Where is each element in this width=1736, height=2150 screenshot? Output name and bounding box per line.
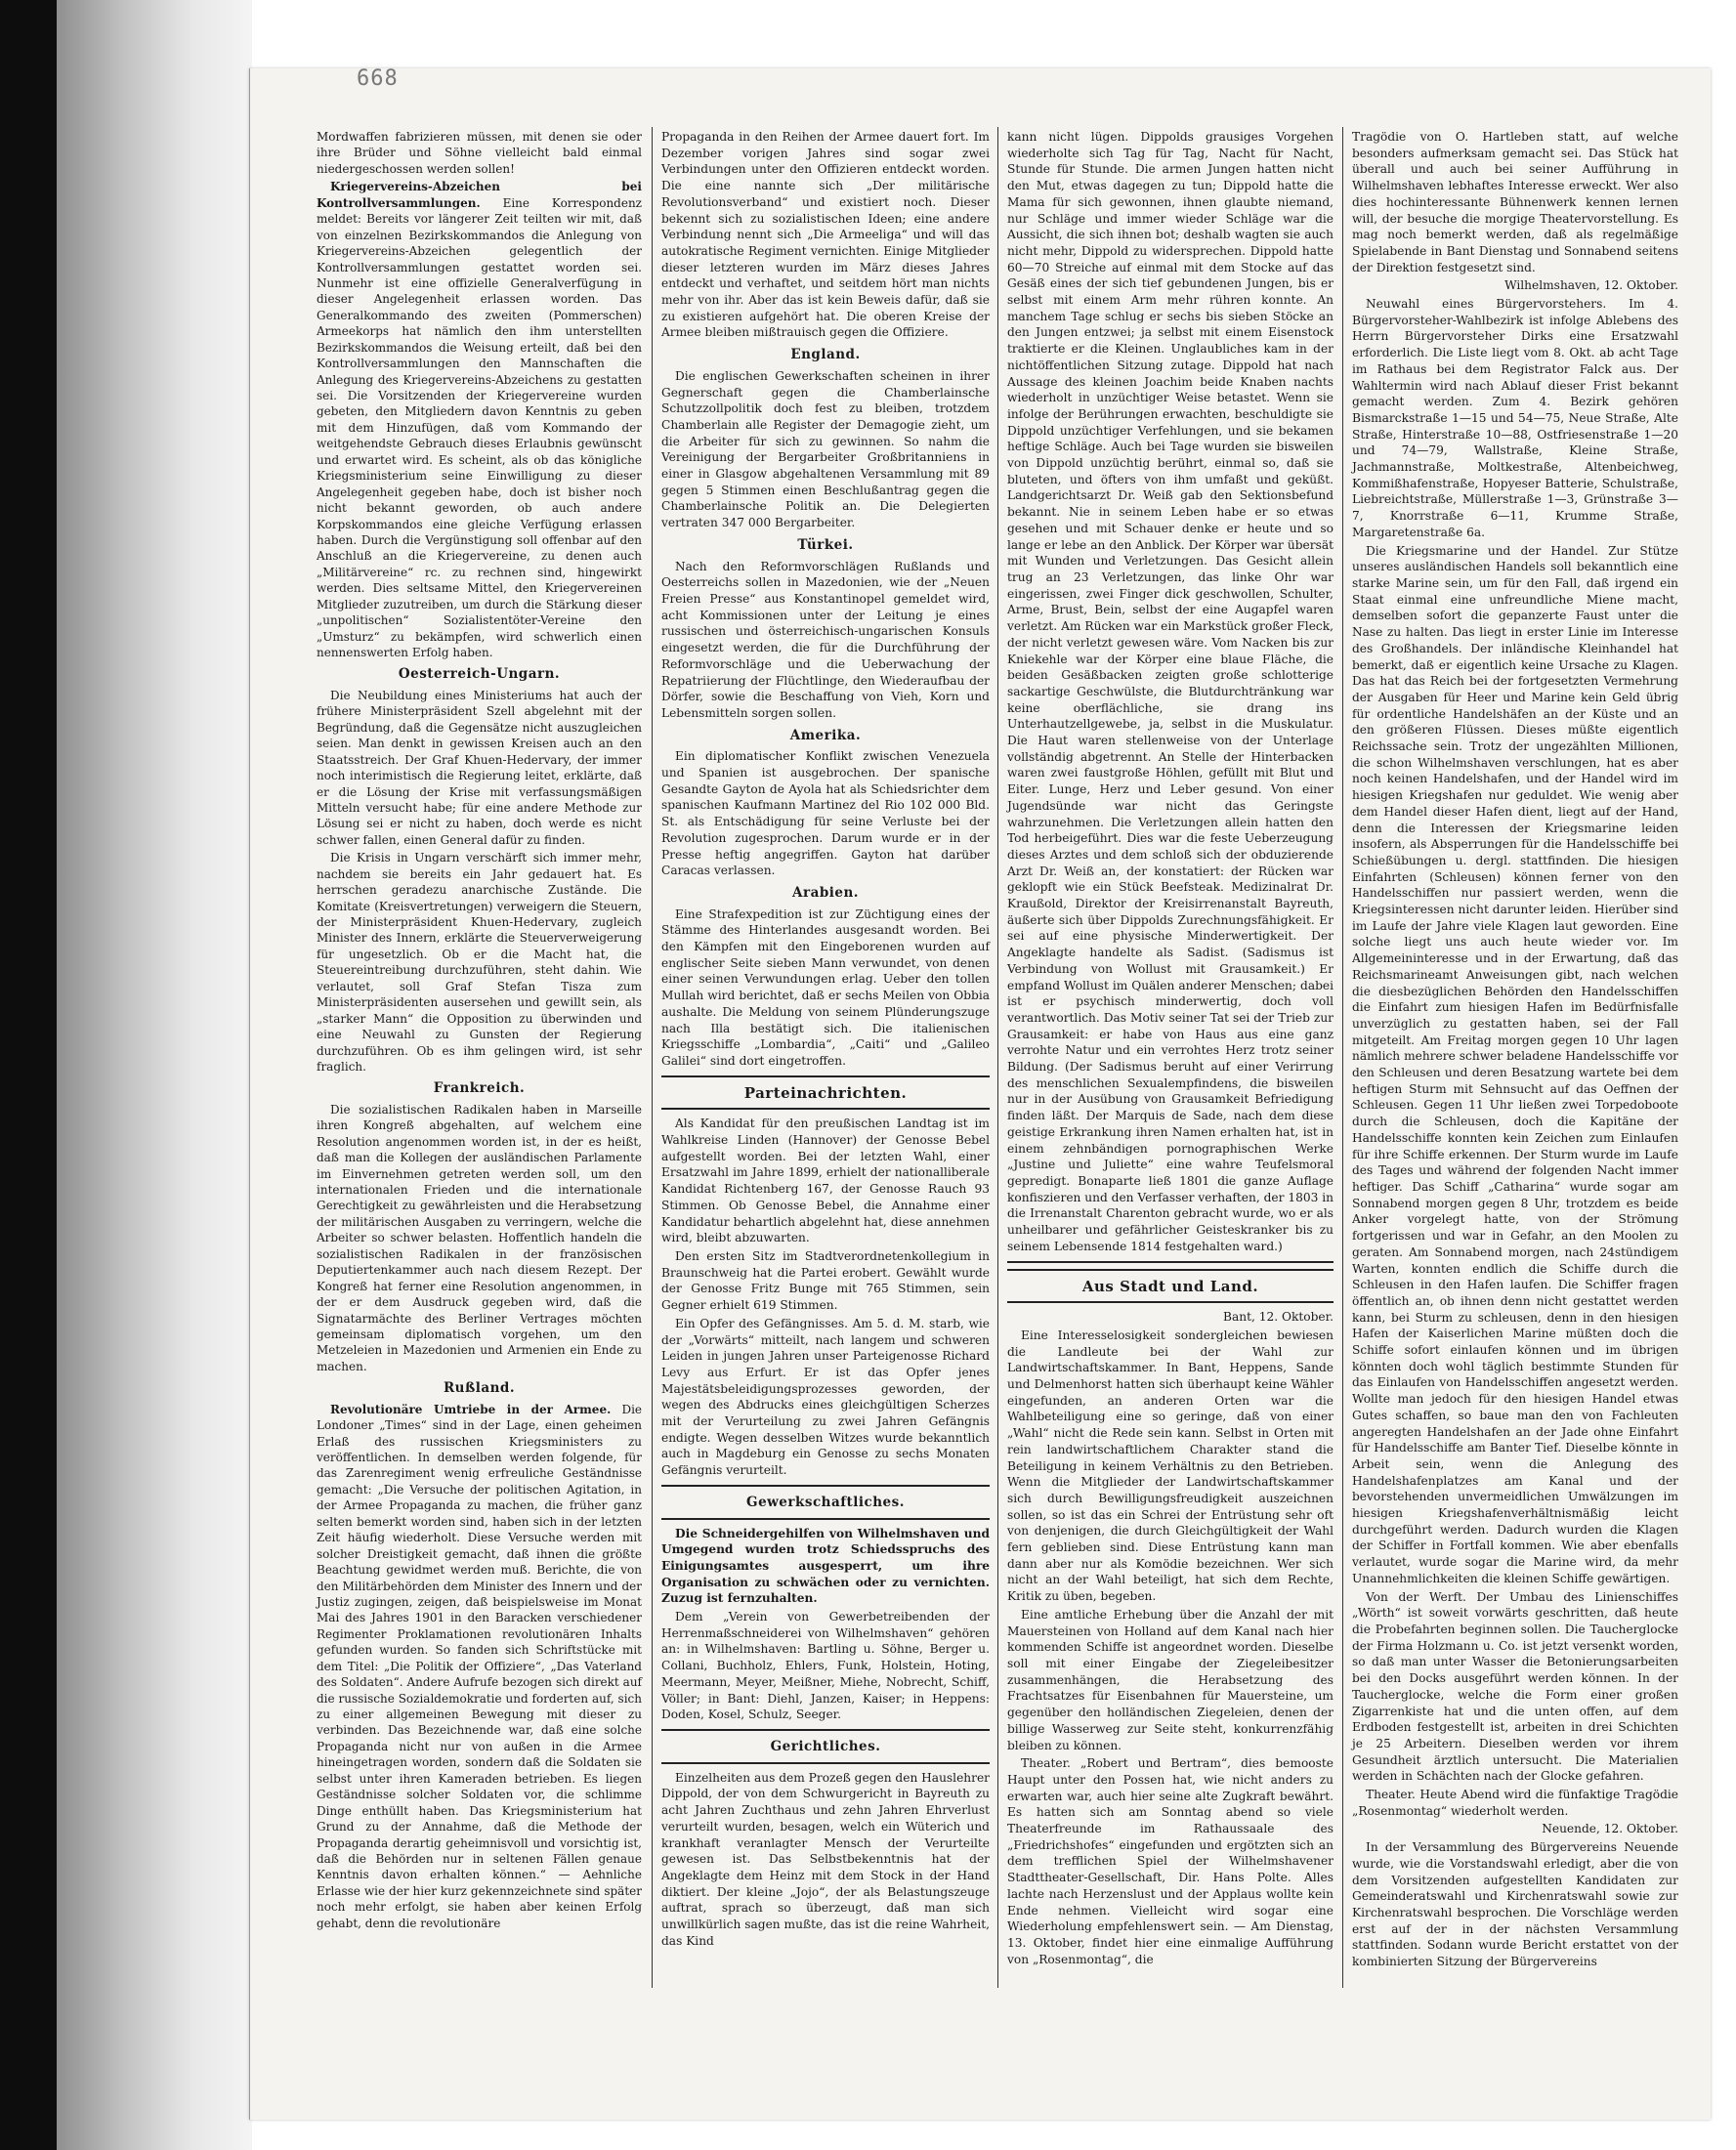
article-text: Eine Korrespondenz meldet: Bereits vor längerer Zeit teilten wir mit, daß von einzelnen Bezirkskommandos die Anlegung von Kriegervereins-Abzeichen gelegentlich der Kontrollversammlungen gestattet worden sei. Nunmehr ist eine offizielle Generalverfügung in dieser Angelegenheit erlassen worden. Das Generalkommando des zweiten (Pommerschen) Armeekorps hat nämlich den ihm unterstellten Bezirkskommandos die Weisung erteilt, daß bei den Kontrollversammlungen den Mannschaften die Anlegung des Kriegervereins-Abzeichens zu gestatten sei. Die Vorsitzenden der Kriegervereine wurden gebeten, den Mitgliedern davon Kenntnis zu geben mit dem Hinzufügen, daß vom Kommando der weitgehendste Gebrauch dieses Erlaubnis gewünscht und erwartet wird. Es scheint, als ob das königliche Kriegsministerium seine Einwilligung zu dieser Angelegenheit gegeben habe, doch ist bisher noch nicht bekannt geworden, ob auch andere Korpskommandos eine gleiche Verfügung erlassen haben. Durch die Vergünstigung soll offenbar auf den Anschluß an die Kriegervereine, zu denen auch „Militärvereine“ rc. zu rechnen sind, hingewirkt werden. Dies seltsame Mittel, den Kriegervereinen Mitglieder zuzutreiben, um durch die Stärkung dieser „unpolitischen“ Sozialistentöter-Vereine den „Umsturz“ zu bekämpfen, wird schwerlich einen nennenswerten Erfolg haben.	[317, 195, 642, 659]
article-paragraph: Die sozialistischen Radikalen haben in Marseille ihren Kongreß abgehalten, auf welchem eine Resolution angenommen worden ist, in der es heißt, daß man die Kollegen der ausländischen Parlamente im Einvernehmen getreten werden soll, um den internationalen Frieden und die internationale Gerechtigkeit zu gewährleisten und die Herabsetzung der militärischen Ausgaben zu verringern, welche die Arbeiter so schwer belasten. Hoffentlich handeln die sozialistischen Radikalen in der französischen Deputiertenkammer auch nach diesem Rezept. Der Kongreß hat ferner eine Resolution angenommen, in der er dem Ausdruck gegeben wird, daß die Signatarmächte des Berliner Vertrages möchten gemeinsam diplomatisch vorgehen, um den Metzeleien in Mazedonien und Armenien ein Ende zu machen.	[317, 1102, 642, 1373]
article-paragraph: Die Neubildung eines Ministeriums hat auch der frühere Ministerpräsident Szell abgelehnt mit der Begründung, daß die Gegensätze nicht auszugleichen seien. Man denkt in gewissen Kreisen auch an den Staatsstreich. Der Graf Khuen-Hedervary, der immer noch interimistisch die Regierung leitet, erklärte, daß er die Lösung der Krise mit verfassungsmäßigen Mitteln versucht habe; für eine andere Methode zur Lösung sei er nicht zu haben, doch werde es nicht schwer fallen, einen General dafür zu finden.	[317, 688, 642, 847]
article-paragraph: Ein diplomatischer Konflikt zwischen Venezuela und Spanien ist ausgebrochen. Der spanische Gesandte Gayton de Ayola hat als Schiedsrichter dem spanischen Kaufmann Martinez del Rio 102 000 Bld. St. als Entschädigung für seine Verluste bei der Revolution zugesprochen. Darum wurde er in der Presse heftig angegriffen. Gayton hat darüber Caracas verlassen.	[661, 749, 990, 878]
section-heading: Oesterreich-Ungarn.	[398, 666, 561, 683]
article-paragraph: Von der Werft. Der Umbau des Linienschiffes „Wörth“ ist soweit vorwärts geschritten, daß heute die Probefahrten beginnen sollen. Die Taucherglocke der Firma Holzmann u. Co. ist jetzt versenkt worden, so daß man unter Wasser die Betonierungsarbeiten bei den Docks ausgeführt werden können. In der Taucherglocke, welche die Form einer großen Zigarrenkiste hat und die unten offen, auf dem Erdboden festgestellt ist, arbeiten in drei Schichten je 25 Arbeitern. Dieselben werden vor ihrem Gesundheit ärztlich untersucht. Die Materialien werden in Schächten nach der Glocke gefahren.	[1352, 1589, 1678, 1784]
article-paragraph: Die Krisis in Ungarn verschärft sich immer mehr, nachdem sie bereits ein Jahr gedauert hat. Es herrschen geradezu anarchische Zustände. Die Komitate (Kreisvertretungen) verweigern die Steuern, der Ministerpräsident Khuen-Hedervary, zugleich Minister des Innern, erklärte die Steuerverweigerung für ungesetzlich. Ob er die Macht hat, die Steuereintreibung durchzuführen, steht dahin. Wie verlautet, soll Graf Stefan Tisza zum Ministerpräsidenten ausersehen und gewillt sein, als „starker Mann“ die Opposition zu überwinden und eine Neuwahl zu Gunsten der Regierung durchzuführen. Ob es ihm gelingen wird, ist sehr fraglich.	[317, 851, 642, 1074]
article-paragraph: Dem „Verein von Gewerbetreibenden der Herrenmaßschneiderei von Wilhelmshaven“ gehören an: in Wilhelmshaven: Bartling u. Söhne, Berger u. Collani, Buchholz, Ehlers, Funk, Holstein, Hoting, Meermann, Meyer, Meißner, Miehe, Nobrecht, Schiff, Völler; in Bant: Diehl, Janzen, Kaiser; in Heppens: Doden, Kosel, Schulz, Seeger.	[661, 1610, 990, 1722]
article-paragraph: Eine amtliche Erhebung über die Anzahl der mit Mauersteinen von Holland auf dem Kanal nach hier kommenden Schiffe ist angeordnet worden. Dieselbe soll mit einer Eingabe der Ziegeleibesitzer zusammenhängen, die Herabsetzung des Frachtsatzes für Eisenbahnen für Mauersteine, um gegenüber den holländischen Ziegeleien, denen der billige Wasserweg zur Seite steht, konkurrenzfähig bleiben zu können.	[1007, 1607, 1334, 1752]
article-paragraph: Als Kandidat für den preußischen Landtag ist im Wahlkreise Linden (Hannover) der Genosse Bebel aufgestellt worden. Bei der letzten Wahl, einer Ersatzwahl im Jahre 1899, erhielt der nationalliberale Kandidat Richtenberg 167, der Genosse Rauch 93 Stimmen. Ob Genosse Bebel, die Annahme einer Kandidatur behartlich abgelehnt hat, diese annehmen wird, bleibt abzuwarten.	[661, 1117, 990, 1245]
section-heading: Frankreich.	[433, 1080, 526, 1097]
article-paragraph: Die Kriegsmarine und der Handel. Zur Stütze unseres ausländischen Handels soll bekanntlich eine starke Marine sein, um für den Fall, daß irgend ein Staat einmal eine unfreundliche Miene macht, demselben sofort die gepanzerte Faust unter die Nase zu halten. Das liegt in erster Linie im Interesse des Großhandels. Der inländische Kleinhandel hat bemerkt, daß er eigentlich keine Ursache zu Klagen. Das hat das Reich bei der fortgesetzten Vermehrung der Ausgaben für Heer und Marine kein Geld übrig für ordentliche Handelshäfen an der Küste und an den größeren Flüssen. Dieses müßte eigentlich Reichssache sein. Trotz der ungezählten Millionen, die schon Wilhelmshaven verschlungen, hat es aber noch keinen Handelshafen, und der Handel wird im hiesigen Kriegshafen nur geduldet. Wie wenig aber dem Handel dieser Hafen dient, liegt auf der Hand, denn die Interessen der Kriegsmarine leiden insofern, als Absperrungen für die Handelsschiffe bei Schießübungen u. dergl. stattfinden. Die hiesigen Einfahrten (Schleusen) können ferner von den Handelsschiffen nur passiert werden, wenn die Kriegsinteressen nicht darunter leiden. Hierüber sind im Laufe der Jahre viele Klagen laut geworden. Eine solche liegt uns auch heute wieder vor. Im Allgemeininteresse und in der Erwartung, daß das Reichsmarineamt Anweisungen gibt, nach welchen die diesbezüglichen Behörden den Handelsschiffen die Einfahrt zum hiesigen Hafen im Bedürfnisfalle unverzüglich zu gestatten haben, sei der Fall mitgeteilt. Am Freitag morgen gegen 10 Uhr lagen nämlich mehrere schwer beladene Handelsschiffe vor den Schleusen und deren Besatzung wartete bei dem heftigen Sturm mit Sehnsucht auf das Oeffnen der Schleusen. Gegen 11 Uhr ließen zwei Torpedoboote durch die Schleusen, doch die Kapitäne der Handelsschiffe konnten kein Zeichen zum Einlaufen für ihre Schiffe erkennen. Der Sturm wurde im Laufe des Tages und während der folgenden Nacht immer heftiger. Das Schiff „Catharina“ wurde sogar am Sonnabend morgen gegen 8 Uhr, trotzdem es beide Anker vorgelegt hatte, von der Strömung fortgerissen und war in Gefahr, an den Moolen zu geraten. Am Sonnabend morgen, nach 24stündigem Warten, konnten endlich die Schiffe durch die Schleusen in den Hafen laufen. Die Schiffer fragen öffentlich an, ob ihnen denn nicht gestattet werden kann, bei Sturm zu schleusen, denn in den hiesigen Hafen der Kaiserlichen Marine müßten doch die Schiffe sofort einlaufen können und im übrigen könnten doch wohl täglich bestimmte Stunden für das Einlaufen von Handelsschiffen angesetzt werden. Wollte man jedoch für den hiesigen Handel etwas Gutes schaffen, so baue man den von Fachleuten angeregten Handelshafen an der Jade ohne Einfahrt für Handelsschiffe am Banter Tief. Dieselbe könnte in Arbeit sein, wenn die Anlegung des Handelshafenplatzes am Kanal und der bevorstehenden unvermeidlichen Umwälzungen im hiesigen Kriegshafenverhältnismäßig leicht durchgeführt werden. Dadurch wurden die Klagen der Schiffer in Fortfall kommen. Wie aber ebenfalls verlautet, wurde sogar die Marine wird, da mehr Unannehmlichkeiten die kleinen Schiffe gewärtigen.	[1352, 543, 1678, 1585]
article-paragraph: Einzelheiten aus dem Prozeß gegen den Hauslehrer Dippold, der von dem Schwurgericht in Bayreuth zu acht Jahren Zuchthaus und zehn Jahren Ehrverlust verurteilt wurden, besagen, welch ein Wüterich und krankhaft veranlagter Mensch der Verurteilte gewesen ist. Das Selbstbekenntnis hat der Angeklagte dem Heinz mit dem Stock in der Hand diktiert. Der kleine „Jojo“, der als Belastungszeuge auftrat, sprach so überzeugt, daß man sich unwillkürlich sagen mußte, das ist die reine Wahrheit, das Kind	[661, 1770, 990, 1948]
article-paragraph: In der Versammlung des Bürgervereins Neuende wurde, wie die Vorstandswahl erledigt, aber die von dem Vorsitzenden aufgestellten Kandidaten zur Gemeinderatswahl und Kirchenratswahl sowie zur Kirchenratswahl besprochen. Die Vorschläge werden erst auf der in der nächsten Versammlung stattfinden. Sodann wurde Bericht erstattet von der kombinierten Sitzung der Bürgervereins	[1352, 1840, 1678, 1969]
article-paragraph: Theater. Heute Abend wird die fünfaktige Tragödie „Rosenmontag“ wiederholt werden.	[1352, 1788, 1678, 1818]
article-paragraph: Mordwaffen fabrizieren müssen, mit denen sie oder ihre Brüder und Söhne vielleicht bald einmal niedergeschossen werden sollen!	[317, 130, 642, 176]
section-box	[661, 1729, 990, 1764]
section-heading: England.	[790, 347, 861, 363]
article-lead: Kriegervereins-Abzeichen bei Kontrollversammlungen.	[317, 180, 642, 210]
article-paragraph: Eine Strafexpedition ist zur Züchtigung eines der Stämme des Hinterlandes ausgesandt worden. Bei den Kämpfen mit den Eingeborenen wurden auf englischer Seite sieben Mann verwundet, von denen einer seinen Verwundungen erlag. Ueber den tollen Mullah wird berichtet, daß er sechs Meilen von Obbia aushalte. Die Meldung von seinem Plünderungszuge nach Illa bestätigt sich. Die italienischen Kriegsschiffe „Lombardia“, „Caiti“ und „Galileo Galilei“ sind dort eingetroffen.	[661, 906, 990, 1068]
column-3	[1007, 129, 1334, 1985]
section-box	[1007, 1269, 1334, 1304]
section-heading: Parteinachrichten.	[743, 1083, 908, 1102]
section-heading: Aus Stadt und Land.	[1081, 1277, 1259, 1295]
column-1	[317, 129, 642, 1985]
article-paragraph: Tragödie von O. Hartleben statt, auf welche besonders aufmerksam gemacht sei. Das Stück hat überall und auch bei seiner Aufführung in Wilhelmshaven lebhaftes Interesse erweckt. Wer also dies hochinteressante Bühnenwerk kennen lernen will, der besuche die morgige Theatervorstellung. Es mag noch bemerkt werden, daß als regelmäßige Spielabende in Bant Dienstag und Sonnabend seitens der Direktion festgesetzt sind.	[1352, 130, 1678, 274]
section-heading: Amerika.	[789, 727, 862, 743]
page-number: 668	[357, 66, 399, 91]
divider	[1007, 1261, 1334, 1263]
section-box	[661, 1485, 990, 1520]
section-heading: Rußland.	[443, 1380, 516, 1397]
column-rule	[997, 127, 998, 1988]
article-text: Die Londoner „Times“ sind in der Lage, einen geheimen Erlaß des russischen Kriegsministers zu veröffentlichen. In demselben werden folgende, für das Zarenregiment wenig erfreuliche Geständnisse gemacht: „Die Versuche der politischen Agitation, in der Armee Propaganda zu machen, die früher ganz selten bemerkt worden sind, haben sich in der letzten Zeit häufig wiederholt. Diese Versuche werden mit solcher Dreistigkeit gemacht, daß ihnen die größte Beachtung gewidmet werden muß. Berichte, die von den Militärbehörden dem Minister des Innern und der Justiz zugingen, zeigen, daß beispielsweise im Monat Mai des Jahres 1901 in den Baracken verschiedener Regimenter Proklamationen revolutionären Inhalts gefunden wurden. So fanden sich Schriftstücke mit dem Titel: „Die Politik der Offiziere“, „Das Vaterland des Soldaten“. Andere Aufrufe bezogen sich direkt auf die russische Sozialdemokratie und forderten auf, sich zu einer allgemeinen Bewegung mit dieser zu verbinden. Das Bezeichnende war, daß eine solche Propaganda nicht nur von außen in die Armee hineingetragen worden, sondern daß die Soldaten sie selbst unter ihren Kameraden betrieben. Es liegen Geständnisse solcher Soldaten vor, die schlimme Dinge enthüllt haben. Das Kriegsministerium hat Grund zu der Annahme, daß die Methode der Propaganda derartig geheimnisvoll und vorsichtig ist, daß die Behörden nur in seltenen Fällen genaue Kenntnis davon erhalten können.“ — Aehnliche Erlasse wie der hier kurz gekennzeichnete sind später noch mehr erfolgt, sie haben aber keinen Erfolg gehabt, denn die revolutionäre	[317, 1402, 643, 1930]
article-lead: Revolutionäre Umtriebe in der Armee.	[330, 1402, 612, 1416]
article-paragraph: Die englischen Gewerkschaften scheinen in ihrer Gegnerschaft gegen die Chamberlainsche Schutzzollpolitik doch fest zu bleiben, trotzdem Chamberlain alle Register der Demagogie zieht, um die Arbeiter für sich zu gewinnen. So nahm die Vereinigung der Bergarbeiter Großbritanniens in einer in Glasgow abgehaltenen Versammlung mit 89 gegen 5 Stimmen einen Beschlußantrag gegen die Chamberlainsche Politik an. Die Delegierten vertraten 347 000 Bergarbeiter.	[661, 368, 990, 530]
article-paragraph: Eine Interesselosigkeit sondergleichen bewiesen die Landleute bei der Wahl zur Landwirtschaftskammer. In Bant, Heppens, Sande und Delmenhorst hatten sich überhaupt keine Wähler eingefunden, an anderen Orten war die Wahlbeteiligung eine so geringe, daß von einer „Wahl“ nicht die Rede sein kann. Selbst in Orten mit rein landwirtschaftlichem Charakter stand die Beteiligung in keinem Verhältnis zu den Betrieben. Wenn die Mitglieder der Landwirtschaftskammer sich durch Bewilligungsfreudigkeit auszeichnen sollen, so ist das ein Schrei der Entrüstung sehr oft von denjenigen, die durch Gleichgültigkeit der Wahl fern geblieben sind. Diese Entrüstung kann man dann aber nur als Komödie bezeichnen. Wer sich nicht an der Wahl beteiligt, hat sich dem Rechte, Kritik zu üben, begeben.	[1007, 1328, 1334, 1604]
section-heading: Gerichtliches.	[770, 1738, 881, 1754]
section-heading: Gewerkschaftliches.	[746, 1494, 905, 1510]
column-rule	[1342, 127, 1343, 1988]
article-paragraph	[661, 1526, 990, 1608]
section-heading: Türkei.	[797, 536, 854, 553]
article-paragraph	[317, 179, 642, 660]
article-paragraph: Ein Opfer des Gefängnisses. Am 5. d. M. starb, wie der „Vorwärts“ mitteilt, nach langem und schweren Leiden in jungen Jahren unser Parteigenosse Richard Levy aus Erfurt. Er ist das Opfer jenes Majestätsbeleidigungsprozesses geworden, der wegen des Abdrucks eines gleichgültigen Scherzes mit der Verurteilung zu zwei Jahren Gefängnis endigte. Wegen desselben Witzes wurde bekanntlich auch in Magdeburg ein Genosse zu sechs Monaten Gefängnis verurteilt.	[661, 1316, 990, 1478]
dateline: Bant, 12. Oktober.	[1223, 1310, 1334, 1325]
column-rule	[652, 127, 653, 1988]
article-paragraph: Theater. „Robert und Bertram“, dies bemooste Haupt unter den Possen hat, wie nicht anders zu erwarten war, auch hier seine alte Zugkraft bewährt. Es hatten sich am Sonntag abend so viele Theaterfreunde im Rathaussaale des „Friedrichshofes“ eingefunden und ergötzten sich an dem trefflichen Spiel der Wilhelmshavener Stadttheater-Gesellschaft, Dir. Hans Polte. Alles lachte nach Herzenslust und der Applaus wollte kein Ende nehmen. Vielleicht wird sogar eine Wiederholung empfehlenswert sein. — Am Dienstag, 13. Oktober, findet hier eine einmalige Aufführung von „Rosenmontag“, die	[1007, 1756, 1334, 1966]
book-binding	[0, 0, 57, 2150]
column-2	[661, 129, 990, 1985]
article-paragraph: Propaganda in den Reihen der Armee dauert fort. Im Dezember vorigen Jahres sind sogar zwei Verbindungen unter den Offizieren entdeckt worden. Die eine nannte sich „Der militärische Revolutionsverband“ und existiert noch. Dieser bekennt sich zu sozialistischen Ideen; eine andere Verbindung nennt sich „Die Armeeliga“ und will das autokratische Regiment vernichten. Einige Mitglieder dieser letzteren wurden im März dieses Jahres entdeckt und verhaftet, und seitdem hört man nichts mehr von ihr. Aber das ist kein Beweis dafür, daß sie zu existieren aufgehört hat. Die oberen Kreise der Armee bleiben mißtrauisch gegen die Offiziere.	[661, 130, 990, 340]
section-box	[661, 1075, 990, 1111]
article-paragraph	[317, 1402, 642, 1931]
article-lead: Die Schneidergehilfen von Wilhelmshaven und Umgegend wurden trotz Schiedsspruchs des Einigungsamtes ausgesperrt, um ihre Organisation zu schwächen oder zu vernichten. Zuzug ist fernzuhalten.	[661, 1526, 990, 1606]
article-paragraph: Nach den Reformvorschlägen Rußlands und Oesterreichs sollen in Mazedonien, wie der „Neuen Freien Presse“ aus Konstantinopel gemeldet wird, acht Kommissionen unter der Leitung je eines russischen und österreichisch-ungarischen Konsuls eingesetzt werden, die für die Durchführung der Reformvorschläge und die Ueberwachung der Repatriierung der Flüchtlinge, den Wiederaufbau der Dörfer, sowie die Beschaffung von Vieh, Korn und Lebensmitteln sorgen sollen.	[661, 559, 990, 720]
article-paragraph: Neuwahl eines Bürgervorstehers. Im 4. Bürgervorsteher-Wahlbezirk ist infolge Ablebens des Herrn Bürgervorsteher Dirks eine Ersatzwahl erforderlich. Die Liste liegt vom 8. Okt. ab acht Tage im Rathaus bei dem Registrator Falck aus. Der Wahltermin wird nach Ablauf dieser Frist bekannt gemacht werden. Zum 4. Bezirk gehören Bismarckstraße 1—15 und 54—75, Neue Straße, Alte Straße, Hinterstraße 10—88, Ostfriesenstraße 1—20 und 74—79, Wallstraße, Kleine Straße, Jachmannstraße, Moltkestraße, Altenbeichweg, Kommißhafenstraße, Hopyeser Batterie, Schulstraße, Liebreichtstraße, Müllerstraße 1—3, Grünstraße 3—7, Knorrstraße 6—11, Krumme Straße, Margaretenstraße 6a.	[1352, 297, 1678, 539]
dateline: Neuende, 12. Oktober.	[1542, 1822, 1678, 1836]
section-heading: Arabien.	[791, 884, 859, 901]
article-paragraph: kann nicht lügen. Dippolds grausiges Vorgehen wiederholte sich Tag für Tag, Nacht für Nacht, Stunde für Stunde. Die armen Jungen hatten nicht den Mut, etwas dagegen zu tun; Dippold hatte die Mama für sich gewonnen, ihnen glaubte niemand, nur Schläge und immer wieder Schläge war die Aussicht, die sich ihnen bot; deshalb wagten sie auch nicht mehr, Dippold zu widersprechen. Dippold hatte 60—70 Streiche auf einmal mit dem Stocke auf das Gesäß eines der sich tief gebundenen Jungen, bis er selbst mit einem Arm mehr rühren konnte. An manchem Tage schlug er sechs bis sieben Stöcke an den Jungen entzwei; ja selbst mit einem Eisenstock traktierte er die Kleinen. Unglaubliches kam in der nichtöffentlichen Sitzung zutage. Dippold hat nach Aussage des kleinen Joachim beide Knaben nachts wiederholt in unzüchtiger Weise betastet. Wenn sie infolge der Berührungen erwachten, beschuldigte sie Dippold unzüchtiger Verfehlungen, und sie bekamen heftige Schläge. Auch bei Tage wurden sie bisweilen von Dippold unzüchtig berührt, einmal so, daß sie bluteten, und öfters von ihm umfaßt und geküßt. Landgerichtsarzt Dr. Weiß gab den Sektionsbefund bekannt. Nie in seinem Leben habe er so etwas gesehen und mit Schauer denke er heute und so lange er lebe an den Anblick. Der Körper war übersät mit Wunden und Verletzungen. Das Gesicht allein trug an 23 Verletzungen, das linke Ohr war eingerissen, zwei Finger dick geschwollen, Schulter, Arme, Brust, Bein, selbst der eine Augapfel waren verletzt. Am Rücken war ein Markstück großer Fleck, der nicht verletzt gewesen wäre. Vom Nacken bis zur Kniekehle war der Körper eine blaue Fläche, die beiden Gesäßbacken zeigten große schlotterige sackartige Geschwülste, die Blutdurchtränkung war keine oberflächliche, sie drang ins Unterhautzellgewebe, ja, selbst in die Muskulatur. Die Haut waren stellenweise von der Unterlage vollständig abgetrennt. An Stelle der Hinterbacken waren zwei faustgroße Höhlen, gefüllt mit Blut und Eiter. Lunge, Herz und Leber gesund. Von einer Jugendsünde war nicht das Geringste wahrzunehmen. Die Verletzungen allein hatten den Tod herbeigeführt. Dies war die feste Ueberzeugung dieses Arztes und dem schloß sich der obduzierende Arzt Dr. Weiß an, der konstatiert: der Rücken war geklopft wie ein Stück Beefsteak. Medizinalrat Dr. Kraußold, Direktor der Kreisirrenanstalt Bayreuth, äußerte sich über Dippolds Zurechnungsfähigkeit. Er sei auf eine physische Minderwertigkeit. Der Angeklagte handelte als Sadist. (Sadismus ist Verbindung von Wollust mit Grausamkeit.) Er empfand Wollust im Quälen anderer Menschen; dabei ist er psychisch minderwertig, doch voll verantwortlich. Das Motiv seiner Tat sei der Trieb zur Grausamkeit: er habe von Haus aus eine ganz verrohte Natur und ein verrohtes Herz trotz seiner Bildung. (Der Sadismus beruht auf einer Verirrung des menschlichen Sexualempfindens, die bisweilen nur in der Ausübung von Grausamkeit Befriedigung finden läßt. Der Marquis de Sade, nach dem diese geistige Erkrankung ihren Namen erhalten hat, ist in einem zehnbändigen pornographischen Werke „Justine und Juliette“ eine wahre Teufelsmoral gepredigt. Bonaparte ließ 1801 die ganze Auflage konfiszieren und den Verfasser verhaften, der 1803 in die Irrenanstalt Charenton gebracht wurde, wo er als unheilbarer und gefährlicher Geisteskranker bis zu seinem Lebensende 1814 festgehalten ward.)	[1007, 130, 1334, 1253]
article-paragraph: Den ersten Sitz im Stadtverordnetenkollegium in Braunschweig hat die Partei erobert. Gewählt wurde der Genosse Fritz Bunge mit 765 Stimmen, sein Gegner erhielt 619 Stimmen.	[661, 1249, 990, 1313]
column-4	[1352, 129, 1678, 1985]
dateline: Wilhelmshaven, 12. Oktober.	[1504, 278, 1678, 293]
gutter-shadow	[57, 0, 252, 2150]
